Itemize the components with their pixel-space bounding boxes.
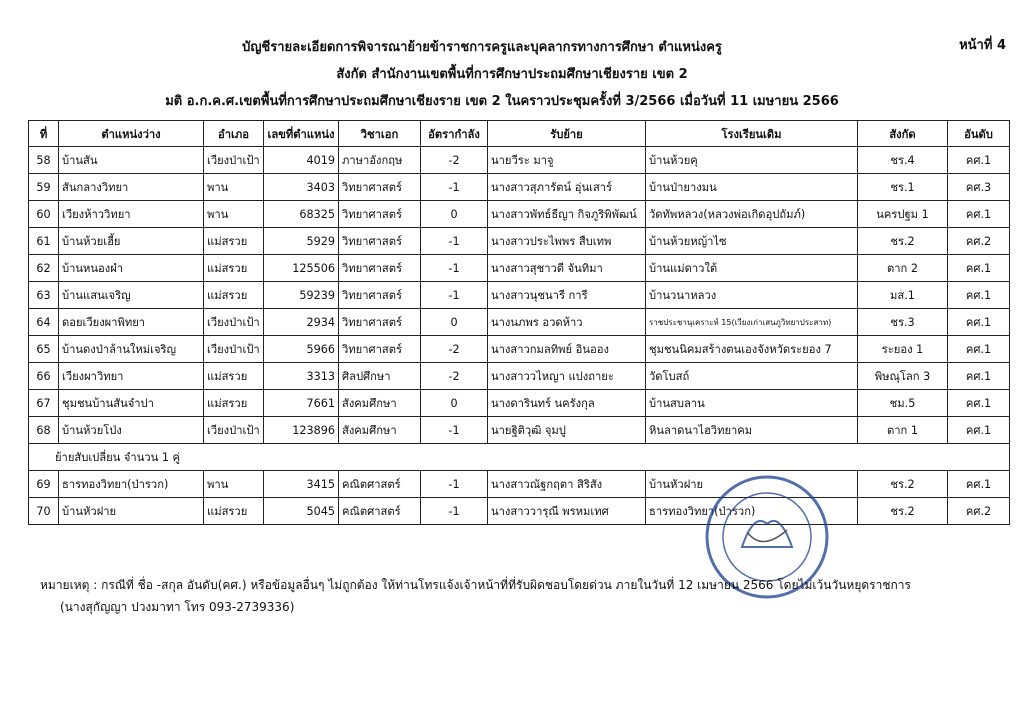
major-cell: วิทยาศาสตร์ — [339, 309, 421, 336]
vacant-position-cell: บ้านหนองผำ — [59, 255, 204, 282]
vacant-position-cell: บ้านสัน — [59, 147, 204, 174]
vacant-position-cell: เวียงห้าววิทยา — [59, 201, 204, 228]
position-id-cell: 68325 — [264, 201, 339, 228]
rank-cell: คศ.1 — [948, 309, 1010, 336]
transferee-name-cell: นางสาวนุชนารี การี — [488, 282, 646, 309]
rank-cell: คศ.1 — [948, 201, 1010, 228]
row-number-cell: 60 — [29, 201, 59, 228]
row-number-cell: 63 — [29, 282, 59, 309]
major-cell: วิทยาศาสตร์ — [339, 228, 421, 255]
position-id-cell: 59239 — [264, 282, 339, 309]
rank-cell: คศ.1 — [948, 282, 1010, 309]
rank-cell: คศ.1 — [948, 255, 1010, 282]
table-row — [29, 228, 1010, 255]
rank-cell: คศ.1 — [948, 471, 1010, 498]
row-number-cell: 69 — [29, 471, 59, 498]
row-number-cell: 70 — [29, 498, 59, 525]
table-row — [29, 363, 1010, 390]
vacant-position-cell: สันกลางวิทยา — [59, 174, 204, 201]
staffing-rate-cell: -2 — [421, 147, 488, 174]
district-cell: เวียงป่าเป้า — [204, 309, 264, 336]
document-subtitle: สังกัด สำนักงานเขตพื้นที่การศึกษาประถมศึกษาเชียงราย เขต 2 — [336, 67, 688, 82]
position-id-cell: 5966 — [264, 336, 339, 363]
position-id-cell: 5045 — [264, 498, 339, 525]
district-cell: แม่สรวย — [204, 390, 264, 417]
table-row — [29, 498, 1010, 525]
contact-text: (นางสุกัญญา ปวงมาทา โทร 093-2739336) — [60, 600, 295, 614]
position-id-cell: 125506 — [264, 255, 339, 282]
table-row — [29, 336, 1010, 363]
former-school-cell: วัดทัพหลวง(หลวงพ่อเกิดอุปถัมภ์) — [646, 201, 858, 228]
row-number-cell: 66 — [29, 363, 59, 390]
affiliation-cell: พิษณุโลก 3 — [858, 363, 948, 390]
affiliation-cell: ตาก 2 — [858, 255, 948, 282]
vacant-position-cell: ดอยเวียงผาพิทยา — [59, 309, 204, 336]
document-header — [0, 34, 1024, 115]
column-header-rank: อันดับ — [948, 121, 1010, 147]
former-school-cell: บ้านห้วยคุ — [646, 147, 858, 174]
former-school-cell: หินลาดนาไฮวิทยาคม — [646, 417, 858, 444]
footer-note — [40, 574, 911, 618]
district-cell: แม่สรวย — [204, 498, 264, 525]
table-row — [29, 174, 1010, 201]
row-number-cell: 62 — [29, 255, 59, 282]
affiliation-cell: มส.1 — [858, 282, 948, 309]
major-cell: คณิตศาสตร์ — [339, 471, 421, 498]
major-cell: สังคมศึกษา — [339, 390, 421, 417]
vacant-position-cell: บ้านห้วยโป่ง — [59, 417, 204, 444]
position-id-cell: 123896 — [264, 417, 339, 444]
transferee-name-cell: นางสาวณัฐกฤตา สิริสัง — [488, 471, 646, 498]
transferee-name-cell: นางสาวกมลทิพย์ อินออง — [488, 336, 646, 363]
swap-section-label: ย้ายสับเปลี่ยน จำนวน 1 คู่ — [29, 444, 1010, 471]
major-cell: วิทยาศาสตร์ — [339, 174, 421, 201]
table-row — [29, 390, 1010, 417]
staffing-rate-cell: -1 — [421, 498, 488, 525]
column-header-transferee-name: รับย้าย — [488, 121, 646, 147]
rank-cell: คศ.1 — [948, 363, 1010, 390]
row-number-cell: 58 — [29, 147, 59, 174]
staffing-rate-cell: -1 — [421, 228, 488, 255]
rank-cell: คศ.1 — [948, 417, 1010, 444]
swap-section-row — [29, 444, 1010, 471]
row-number-cell: 59 — [29, 174, 59, 201]
vacant-position-cell: บ้านแสนเจริญ — [59, 282, 204, 309]
former-school-cell: บ้านวนาหลวง — [646, 282, 858, 309]
transferee-name-cell: นางสาวพัทธ์ธีญา กิจภูริพิพัฒน์ — [488, 201, 646, 228]
former-school-cell: ชุมชนนิคมสร้างตนเองจังหวัดระยอง 7 — [646, 336, 858, 363]
former-school-cell: บ้านป่ายางมน — [646, 174, 858, 201]
position-id-cell: 2934 — [264, 309, 339, 336]
staffing-rate-cell: 0 — [421, 390, 488, 417]
staffing-rate-cell: -2 — [421, 336, 488, 363]
vacant-position-cell: บ้านห้วยเฮี้ย — [59, 228, 204, 255]
major-cell: วิทยาศาสตร์ — [339, 255, 421, 282]
position-id-cell: 4019 — [264, 147, 339, 174]
district-cell: เวียงป่าเป้า — [204, 417, 264, 444]
major-cell: สังคมศึกษา — [339, 417, 421, 444]
district-cell: พาน — [204, 471, 264, 498]
district-cell: แม่สรวย — [204, 363, 264, 390]
former-school-cell: บ้านแม่ดาวใต้ — [646, 255, 858, 282]
staffing-rate-cell: -1 — [421, 417, 488, 444]
column-header-major: วิชาเอก — [339, 121, 421, 147]
document-title: บัญชีรายละเอียดการพิจารณาย้ายข้าราชการครูและบุคลากรทางการศึกษา ตำแหน่งครู — [242, 40, 722, 55]
affiliation-cell: ชร.2 — [858, 228, 948, 255]
former-school-cell: บ้านหัวฝาย — [646, 471, 858, 498]
table-row — [29, 471, 1010, 498]
remark-text: หมายเหตุ : กรณีที่ ชื่อ -สกุล อันดับ(คศ.) หรือข้อมูลอื่นๆ ไม่ถูกต้อง ให้ท่านโทรแจ้งเจ้าหน้าที่ที่รับผิดชอบโดยด่วน ภายในวันที่ 12 เมษายน 2566 โดยไม่เว้นวันหยุดราชการ — [40, 578, 911, 592]
table-header-row — [29, 121, 1010, 147]
row-number-cell: 68 — [29, 417, 59, 444]
row-number-cell: 64 — [29, 309, 59, 336]
district-cell: แม่สรวย — [204, 228, 264, 255]
rank-cell: คศ.1 — [948, 336, 1010, 363]
table-row — [29, 282, 1010, 309]
rank-cell: คศ.2 — [948, 228, 1010, 255]
rank-cell: คศ.2 — [948, 498, 1010, 525]
vacant-position-cell: ชุมชนบ้านสันจำปา — [59, 390, 204, 417]
position-id-cell: 3313 — [264, 363, 339, 390]
district-cell: พาน — [204, 201, 264, 228]
former-school-cell: ธารทองวิทยา(ป่ารวก) — [646, 498, 858, 525]
affiliation-cell: ชร.3 — [858, 309, 948, 336]
transferee-name-cell: นายฐิติวุฒิ จุมปู — [488, 417, 646, 444]
position-id-cell: 7661 — [264, 390, 339, 417]
row-number-cell: 67 — [29, 390, 59, 417]
transferee-name-cell: นางสาววารุณี พรหมเทศ — [488, 498, 646, 525]
affiliation-cell: นครปฐม 1 — [858, 201, 948, 228]
affiliation-cell: ชร.2 — [858, 498, 948, 525]
staffing-rate-cell: -1 — [421, 471, 488, 498]
vacant-position-cell: บ้านดงป่าล้านใหม่เจริญ — [59, 336, 204, 363]
rank-cell: คศ.1 — [948, 390, 1010, 417]
row-number-cell: 65 — [29, 336, 59, 363]
position-id-cell: 3403 — [264, 174, 339, 201]
transferee-name-cell: นางดารินทร์ นครังกุล — [488, 390, 646, 417]
major-cell: ภาษาอังกฤษ — [339, 147, 421, 174]
affiliation-cell: ชร.1 — [858, 174, 948, 201]
resolution-line: มติ อ.ก.ค.ศ.เขตพื้นที่การศึกษาประถมศึกษาเชียงราย เขต 2 ในคราวประชุมครั้งที่ 3/2566 เมื่อวันที่ 11 เมษายน 2566 — [165, 94, 839, 109]
former-school-cell: วัดโบสถ์ — [646, 363, 858, 390]
affiliation-cell: ชร.2 — [858, 471, 948, 498]
position-id-cell: 3415 — [264, 471, 339, 498]
transfer-table — [28, 120, 1010, 525]
major-cell: คณิตศาสตร์ — [339, 498, 421, 525]
district-cell: เวียงป่าเป้า — [204, 336, 264, 363]
column-header-row-number: ที่ — [29, 121, 59, 147]
column-header-affiliation: สังกัด — [858, 121, 948, 147]
vacant-position-cell: เวียงผาวิทยา — [59, 363, 204, 390]
affiliation-cell: ตาก 1 — [858, 417, 948, 444]
vacant-position-cell: ธารทองวิทยา(ป่ารวก) — [59, 471, 204, 498]
column-header-vacant-position: ตำแหน่งว่าง — [59, 121, 204, 147]
major-cell: วิทยาศาสตร์ — [339, 336, 421, 363]
transferee-name-cell: นายวีระ มาจู — [488, 147, 646, 174]
transferee-name-cell: นางสาววไหญา แปงถายะ — [488, 363, 646, 390]
major-cell: ศิลปศึกษา — [339, 363, 421, 390]
former-school-cell: ราชประชานุเคราะห์ 15(เวียงเก่าเสนภูวิทยาประสาท) — [646, 309, 858, 336]
column-header-staffing-rate: อัตรากำลัง — [421, 121, 488, 147]
column-header-district: อำเภอ — [204, 121, 264, 147]
major-cell: วิทยาศาสตร์ — [339, 201, 421, 228]
transferee-name-cell: นางสาวสุชาวดี จันทิมา — [488, 255, 646, 282]
major-cell: วิทยาศาสตร์ — [339, 282, 421, 309]
rank-cell: คศ.1 — [948, 147, 1010, 174]
affiliation-cell: ชร.4 — [858, 147, 948, 174]
rank-cell: คศ.3 — [948, 174, 1010, 201]
former-school-cell: บ้านห้วยหญ้าไซ — [646, 228, 858, 255]
staffing-rate-cell: 0 — [421, 309, 488, 336]
affiliation-cell: ชม.5 — [858, 390, 948, 417]
table-row — [29, 417, 1010, 444]
district-cell: แม่สรวย — [204, 282, 264, 309]
staffing-rate-cell: -1 — [421, 282, 488, 309]
position-id-cell: 5929 — [264, 228, 339, 255]
staffing-rate-cell: -1 — [421, 255, 488, 282]
table-row — [29, 201, 1010, 228]
table-row — [29, 309, 1010, 336]
affiliation-cell: ระยอง 1 — [858, 336, 948, 363]
table-row — [29, 255, 1010, 282]
vacant-position-cell: บ้านหัวฝาย — [59, 498, 204, 525]
staffing-rate-cell: -2 — [421, 363, 488, 390]
transferee-name-cell: นางสาวสุภารัตน์ อุ่นเสาร์ — [488, 174, 646, 201]
column-header-former-school: โรงเรียนเดิม — [646, 121, 858, 147]
transferee-name-cell: นางสาวประไพพร สืบเทพ — [488, 228, 646, 255]
transferee-name-cell: นางนภพร อวดห้าว — [488, 309, 646, 336]
page-number: หน้าที่ 4 — [959, 38, 1006, 53]
district-cell: เวียงป่าเป้า — [204, 147, 264, 174]
district-cell: พาน — [204, 174, 264, 201]
staffing-rate-cell: -1 — [421, 174, 488, 201]
district-cell: แม่สรวย — [204, 255, 264, 282]
staffing-rate-cell: 0 — [421, 201, 488, 228]
row-number-cell: 61 — [29, 228, 59, 255]
table-row — [29, 147, 1010, 174]
column-header-position-id: เลขที่ตำแหน่ง — [264, 121, 339, 147]
former-school-cell: บ้านสบลาน — [646, 390, 858, 417]
